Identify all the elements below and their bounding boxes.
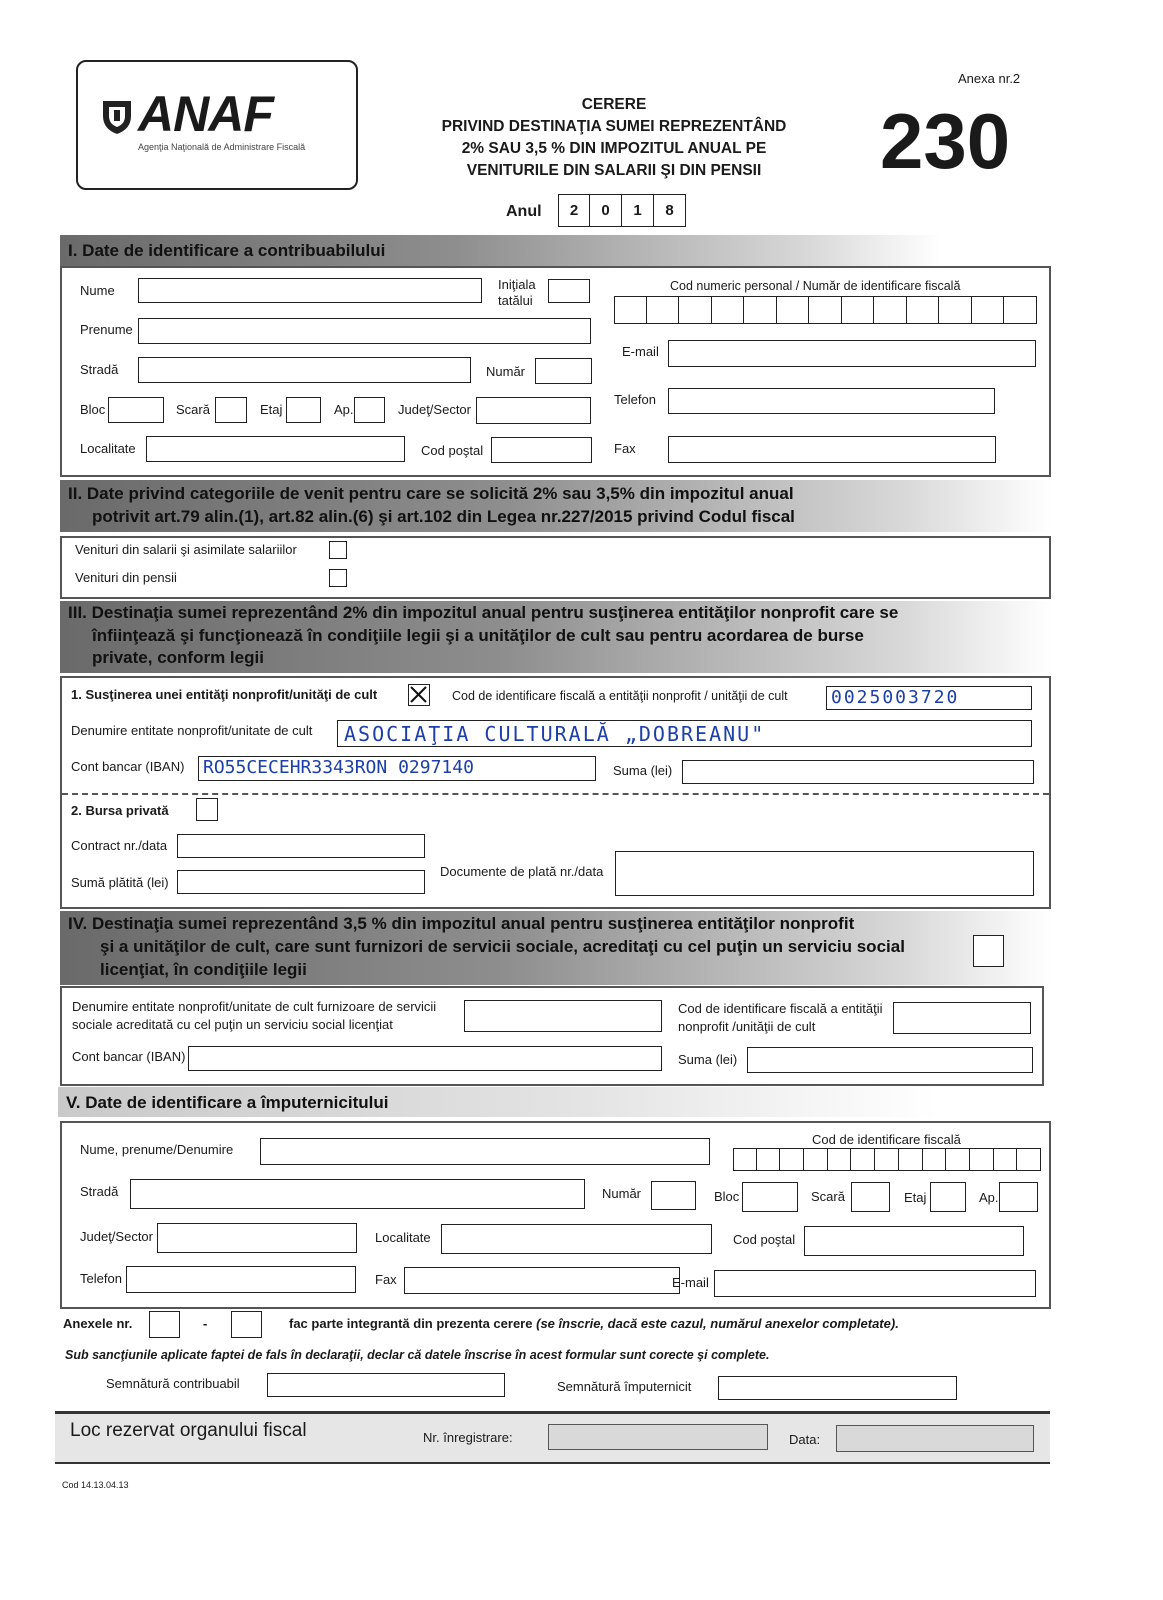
iv-cod-input[interactable] [893,1002,1031,1034]
strada-label: Stradă [80,362,119,377]
fax-input[interactable] [668,436,996,463]
v-cod-postal-input[interactable] [804,1226,1024,1256]
cod-postal-input[interactable] [491,437,592,463]
cod-fiscal-label: Cod de identificare fiscală a entităţii nonprofit / unităţii de cult [452,689,788,703]
v-scara-label: Scară [811,1189,845,1204]
contract-label: Contract nr./data [71,838,168,853]
judet-input[interactable] [476,397,591,424]
denumire-value: ASOCIAŢIA CULTURALĂ „DOBREANU" [344,722,766,746]
cnp-field[interactable] [614,296,1037,324]
anexa-to-input[interactable] [231,1311,262,1338]
semn-imput-label: Semnătură împuternicit [557,1379,692,1394]
year-label: Anul [506,203,542,220]
year-digit[interactable]: 8 [654,194,686,227]
numar-input[interactable] [535,358,592,384]
judet-label: Judeţ/Sector [398,402,471,417]
title-line: PRIVIND DESTINAŢIA SUMEI REPREZENTÂND [441,118,787,135]
v-ap-input[interactable] [999,1182,1038,1212]
iv-denumire-input[interactable] [464,1000,662,1032]
v-numar-label: Număr [602,1186,642,1201]
section-1-title: I. Date de identificare a contribuabilului [60,235,940,267]
section-4-checkbox[interactable] [973,935,1004,967]
title-line: VENITURILE DIN SALARII ŞI DIN PENSII [466,162,762,179]
iv-suma-input[interactable] [747,1047,1033,1073]
iv-denumire-label: Denumire entitate nonprofit/unitate de cult furnizoare de servicii sociale acreditată cu cel puţin un serviciu social licenţiat [72,999,437,1032]
v-judet-input[interactable] [157,1223,357,1253]
iv-suma-label: Suma (lei) [678,1052,738,1067]
documente-input[interactable] [615,851,1034,896]
nume-label: Nume [80,283,115,298]
anaf-logo-frame [76,60,358,190]
localitate-input[interactable] [146,436,405,462]
documente-label: Documente de plată nr./data [440,864,604,879]
nr-inreg-label: Nr. înregistrare: [423,1430,513,1445]
salarii-label: Venituri din salarii şi asimilate salariilor [75,542,297,557]
fax-label: Fax [614,441,636,456]
year-digit[interactable]: 0 [590,194,622,227]
iv-iban-label: Cont bancar (IBAN) [72,1049,186,1064]
data-input[interactable] [836,1425,1034,1452]
ap-input[interactable] [354,397,385,423]
suma-platita-label: Sumă plătită (lei) [71,875,169,890]
cod-fiscal-value: 0025003720 [831,687,960,708]
fac-parte-text: fac parte integrantă din prezenta cerere (se înscrie, dacă este cazul, numărul anexelor completate). [289,1316,899,1331]
telefon-input[interactable] [668,388,995,414]
etaj-label: Etaj [260,402,283,417]
v-nume-label: Nume, prenume/Denumire [80,1142,234,1157]
etaj-input[interactable] [286,397,321,423]
denumire-input[interactable] [337,720,1032,747]
nume-input[interactable] [138,278,482,303]
section-4-title: IV. Destinaţia sumei reprezentând 3,5 % din impozitul anual pentru susţinerea entităţilor nonprofit şi a unităţilor de cult, care sunt furnizori de servicii sociale, acreditaţi cu cel puţin un serviciu social licenţiat, în condiţiile legii [60,911,1051,985]
anexa-dash: - [203,1316,208,1331]
email-input[interactable] [668,340,1036,367]
v-telefon-input[interactable] [126,1266,356,1293]
iban-input[interactable] [198,756,596,781]
v-fax-input[interactable] [404,1267,680,1294]
telefon-label: Telefon [614,392,656,407]
email-label: E-mail [622,344,659,359]
v-telefon-label: Telefon [80,1271,122,1286]
iv-iban-input[interactable] [188,1046,662,1071]
suma-input[interactable] [682,760,1034,784]
year-digit[interactable]: 2 [558,194,590,227]
cnp-label: Cod numeric personal / Număr de identificare fiscală [670,279,961,293]
v-ap-label: Ap. [979,1190,999,1205]
v-localitate-input[interactable] [441,1224,712,1254]
suma-platita-input[interactable] [177,870,425,894]
v-email-label: E-mail [672,1275,709,1290]
form-number: 230 [880,97,1011,185]
reserved-bottom-rule [55,1462,1050,1464]
data-label: Data: [789,1432,821,1447]
cod-fiscal-input[interactable] [826,686,1032,710]
annex-label: Anexa nr.2 [958,71,1021,86]
dashed-divider [62,793,1049,795]
initiala-label: Iniţiala tatălui [498,277,536,308]
v-bloc-input[interactable] [742,1182,798,1212]
loc-rezervat-label: Loc rezervat organului fiscal [70,1420,307,1441]
scara-label: Scară [176,402,210,417]
semn-contrib-input[interactable] [267,1373,505,1397]
v-bloc-label: Bloc [714,1189,740,1204]
iv-cod-label: Cod de identificare fiscală a entităţii nonprofit /unităţii de cult [678,1001,883,1034]
contract-input[interactable] [177,834,425,858]
title-line: CERERE [581,96,647,113]
check-x-icon [409,685,428,704]
section-3-title: III. Destinaţia sumei reprezentând 2% din impozitul anual pentru susţinerea entităţilor nonprofit care se înfiinţează şi funcţionează în condiţiile legii şi a unităţilor de cult sau pentru acordarea de burse private, conform legii [60,601,1051,673]
prenume-input[interactable] [138,318,591,344]
semn-imput-input[interactable] [718,1376,957,1400]
anexele-label: Anexele nr. [63,1316,133,1331]
denumire-label: Denumire entitate nonprofit/unitate de cult [71,723,313,738]
bursa-checkbox[interactable] [196,798,218,821]
agency-name: Agenţia Naţională de Administrare Fiscală [138,142,306,152]
cod-formular: Cod 14.13.04.13 [62,1480,129,1490]
v-numar-input[interactable] [651,1181,696,1210]
v-cod-postal-label: Cod poştal [733,1232,796,1247]
localitate-label: Localitate [80,441,136,456]
pensii-checkbox[interactable] [329,569,347,587]
prenume-label: Prenume [80,322,133,337]
cod-postal-label: Cod poştal [421,443,484,458]
pensii-label: Venituri din pensii [75,570,177,585]
bloc-input[interactable] [108,397,164,423]
iban-value: RO55CECEHR3343RON 0297140 [203,757,474,778]
year-field[interactable] [558,194,686,227]
v-nume-input[interactable] [260,1138,710,1165]
year-digit[interactable]: 1 [622,194,654,227]
anexa-from-input[interactable] [149,1311,180,1338]
logo-text: ANAF [138,86,273,142]
form-title [412,94,816,182]
v-etaj-input[interactable] [930,1182,966,1212]
title-line: 2% SAU 3,5 % DIN IMPOZITUL ANUAL PE [461,140,767,157]
suma-label: Suma (lei) [613,763,673,778]
numar-label: Număr [486,364,526,379]
v-localitate-label: Localitate [375,1230,431,1245]
salarii-checkbox[interactable] [329,541,347,559]
v-email-input[interactable] [714,1270,1036,1297]
v-fax-label: Fax [375,1272,397,1287]
nr-inreg-input[interactable] [548,1424,768,1450]
v-strada-label: Stradă [80,1184,119,1199]
initiala-input[interactable] [548,279,590,303]
bursa-label: 2. Bursa privată [71,803,169,818]
v-strada-input[interactable] [130,1179,585,1209]
sustinere-label: 1. Susţinerea unei entităţi nonprofit/unităţi de cult [71,687,378,702]
v-cif-field[interactable] [733,1148,1041,1171]
v-cif-label: Cod de identificare fiscală [812,1132,961,1147]
iban-label: Cont bancar (IBAN) [71,759,185,774]
ap-label: Ap. [334,402,354,417]
section-2-title: II. Date privind categoriile de venit pentru care se solicită 2% sau 3,5% din impozitul anual potrivit art.79 alin.(1), art.82 alin.(6) şi art.102 din Legea nr.227/2015 privind Codul fiscal [60,480,1051,532]
shield-icon [100,98,134,136]
bloc-label: Bloc [80,402,106,417]
v-scara-input[interactable] [851,1182,890,1212]
v-judet-label: Judeţ/Sector [80,1229,153,1244]
v-etaj-label: Etaj [904,1190,927,1205]
semn-contrib-label: Semnătură contribuabil [106,1376,240,1391]
scara-input[interactable] [215,397,247,423]
sanctiuni-text: Sub sancţiunile aplicate faptei de fals în declaraţii, declar că datele înscrise în acest formular sunt corecte şi complete. [65,1348,770,1362]
sustinere-checkbox[interactable] [408,684,430,706]
section-5-title: V. Date de identificare a împuternicitului [58,1087,938,1117]
strada-input[interactable] [138,357,471,383]
